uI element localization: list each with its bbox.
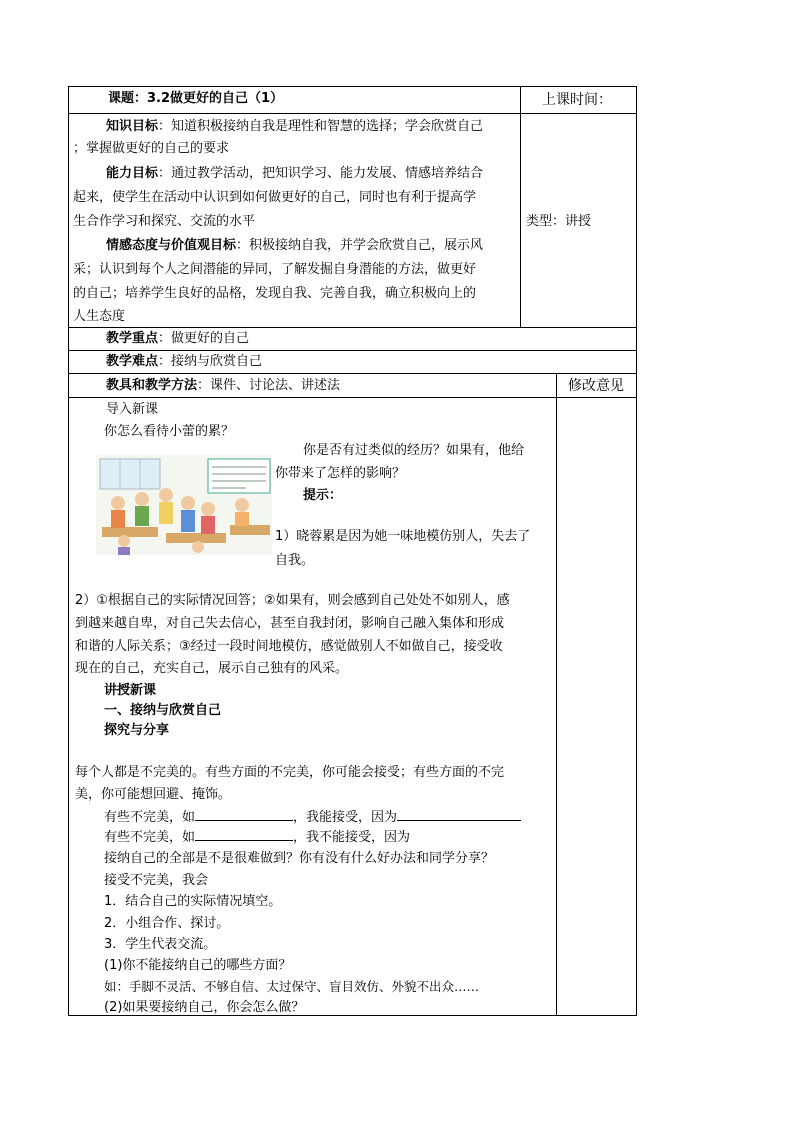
sub-title: 探究与分享: [104, 723, 170, 738]
table-border-top: [68, 86, 637, 87]
fill-in-line-2: [104, 826, 410, 849]
teaching-tools: [106, 375, 340, 397]
teaching-difficulty: [106, 351, 262, 373]
intro-heading: 导入新课: [106, 402, 159, 417]
knowledge-text: ：知道积极接纳自我是理性和智慧的选择；学会欣赏自己: [158, 119, 484, 134]
fill-1-prefix: 有些不完美，如: [104, 810, 196, 825]
classroom-illustration: [96, 455, 272, 555]
ability-objective-cont: 起来，使学生在活动中认识到如何做更好的自己，同时也有利于提高学: [73, 190, 477, 205]
focus-label: 教学重点: [106, 331, 159, 346]
answer-2-line3: 和谐的人际关系；③经过一段时间地模仿，感觉做别人不如做自己，接受收: [75, 639, 503, 654]
hint-label: 提示：: [303, 488, 343, 503]
answer-1-line1: 1）晓蓉累是因为她一味地模仿别人，失去了: [275, 529, 531, 544]
tools-label: 教具和教学方法: [106, 378, 198, 393]
class-time-label: 上课时间：: [542, 92, 612, 108]
discussion-question: 接纳自己的全部是不是很难做到？你有没有什么好办法和同学分享？: [104, 851, 495, 866]
revision-notes-label: 修改意见: [568, 378, 624, 394]
knowledge-label: 知识目标: [106, 119, 159, 134]
answer-2-line2: 到越来越自卑，对自己失去信心，甚至自我封闭，影响自己融入集体和形成: [75, 616, 505, 631]
focus-text: ：做更好的自己: [158, 331, 250, 346]
classroom-illustration-svg: [96, 455, 272, 555]
lesson-title: [108, 88, 283, 110]
ability-objective: [106, 163, 483, 185]
fill-blank[interactable]: [195, 826, 293, 841]
accept-prompt: 接受不完美，我会: [104, 873, 209, 888]
row-divider: [68, 397, 637, 398]
sub-question-2: (2)如果要接纳自己，你会怎么做？: [104, 1000, 305, 1015]
fill-1-middle: ，我能接受，因为: [293, 810, 398, 825]
sub-question-1-answer: 如：手脚不灵活、不够自信、太过保守、盲目效仿、外貌不出众……: [104, 979, 480, 994]
ability-label: 能力目标: [106, 166, 159, 181]
knowledge-objective-cont: ；掌握做更好的自己的要求: [73, 141, 230, 156]
intro-question-2-line2: 你带来了怎样的影响？: [275, 466, 406, 481]
emotion-objective-cont: 采；认识到每个人之间潜能的异同，了解发掘自身潜能的方法，做更好: [73, 262, 477, 277]
row-divider: [68, 113, 637, 114]
lesson-title-label: 课题：: [108, 91, 148, 106]
sub-question-1: (1)你不能接纳自己的哪些方面？: [104, 958, 292, 973]
intro-question-2-line1: 你是否有过类似的经历？如果有，他给: [303, 443, 525, 458]
emotion-objective-cont: 人生态度: [73, 309, 126, 324]
ability-objective-cont: 生合作学习和探究、交流的水平: [73, 214, 256, 229]
section-title: 一、接纳与欣赏自己: [104, 703, 222, 718]
emotion-objective: [106, 235, 483, 257]
column-divider: [556, 373, 557, 1015]
lesson-type: 类型：讲授: [526, 214, 592, 229]
tools-text: ：课件、讨论法、讲述法: [197, 378, 341, 393]
fill-blank[interactable]: [195, 806, 293, 821]
emotion-label: 情感态度与价值观目标: [106, 238, 237, 253]
paragraph-line2: 美，你可能想回避、掩饰。: [75, 787, 232, 802]
fill-2-prefix: 有些不完美，如: [104, 830, 196, 845]
ability-text: ：通过教学活动，把知识学习、能力发展、情感培养结合: [158, 166, 484, 181]
lesson-heading: 讲授新课: [104, 683, 157, 698]
paragraph-line1: 每个人都是不完美的。有些方面的不完美，你可能会接受；有些方面的不完: [75, 765, 505, 780]
answer-2-line1: 2）①根据自己的实际情况回答；②如果有，则会感到自己处处不如别人，感: [75, 593, 510, 608]
table-border-right: [636, 86, 637, 1016]
fill-blank[interactable]: [397, 806, 521, 821]
teaching-focus: [106, 328, 249, 350]
answer-2-line4: 现在的自己，充实自己，展示自己独有的风采。: [75, 661, 349, 676]
step-3: 3．学生代表交流。: [104, 937, 217, 952]
emotion-text: ：积极接纳自我，并学会欣赏自己，展示风: [236, 238, 484, 253]
table-border-left: [68, 86, 69, 1016]
lesson-title-value: 3.2做更好的自己（1）: [147, 91, 284, 106]
row-divider: [68, 373, 637, 374]
step-2: 2．小组合作、探讨。: [104, 916, 230, 931]
step-1: 1．结合自己的实际情况填空。: [104, 894, 282, 909]
intro-question: 你怎么看待小蕾的累？: [104, 424, 235, 439]
fill-2-middle: ，我不能接受，因为: [293, 830, 411, 845]
difficulty-label: 教学难点: [106, 354, 159, 369]
emotion-objective-cont: 的自己；培养学生良好的品格，发现自我、完善自我，确立积极向上的: [73, 286, 477, 301]
knowledge-objective: [106, 116, 483, 138]
column-divider: [520, 86, 521, 327]
difficulty-text: ：接纳与欣赏自己: [158, 354, 263, 369]
answer-1-line2: 自我。: [275, 553, 315, 568]
